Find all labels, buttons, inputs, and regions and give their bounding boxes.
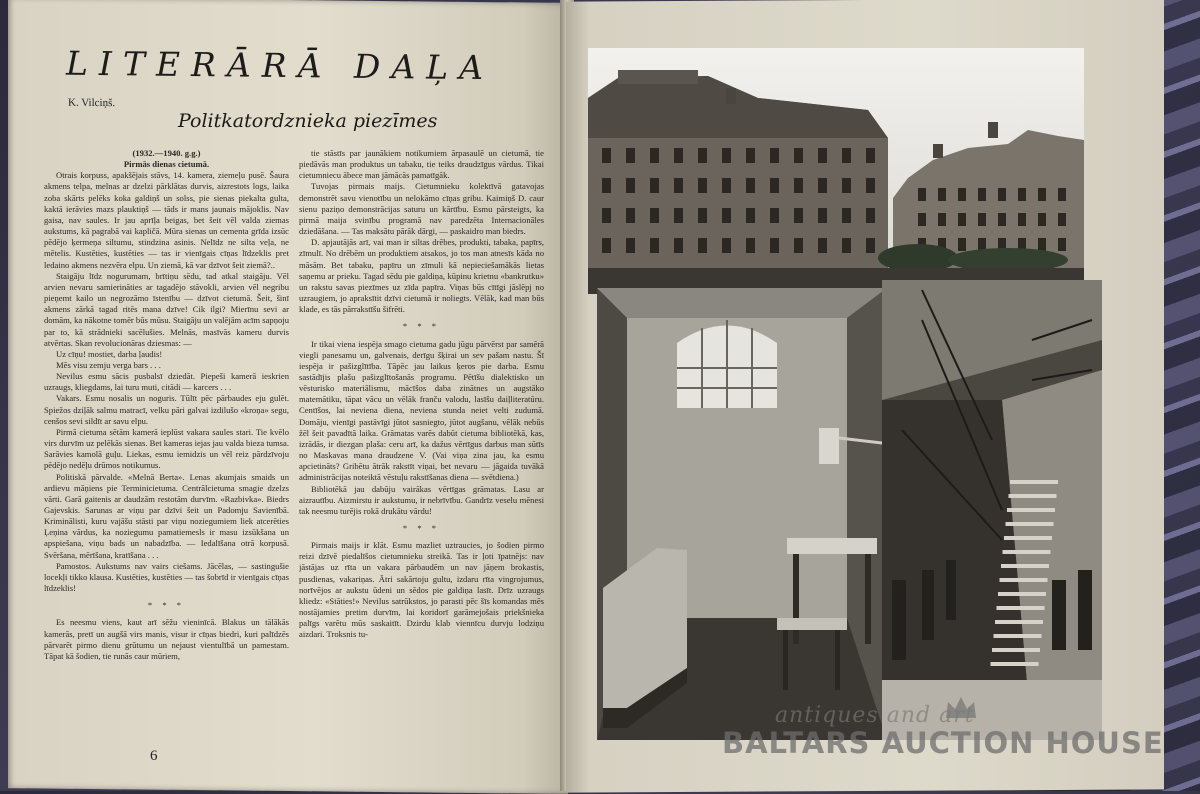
article-paragraph: Uz cīņu! mostiet, darba ļaudis! — [56, 348, 163, 359]
article-paragraph: Pamostos. Aukstums nav vairs ciešams. Jācēlas, — sastingušie locekļi tikko klausa. Kustēties, kustēties — tas šobrīd ir vienīgais cīņas līdzeklis! — [44, 560, 289, 594]
article-paragraph: tie stāstīs par jaunākiem notikumiem ārpasaulē un cietumā, tie piedāvās man produktus un tabaku, tie teiks draudzīgus vārdus. Tikai cietumniecu ābece man jāmācās pamatīgāk. — [299, 148, 544, 181]
prison-building-photo — [588, 48, 1084, 294]
article-paragraph: Bibliotēkā jau dabūju vairākas vērtīgas grāmatas. Lasu ar aizrautību. Aizmirstu ir aukstumu, ir nebrīvību. Gandrīz veselu mēnesi tak neesmu turējis rokā drukātu vārdu! — [299, 483, 544, 516]
article-paragraph: Vakars. Esmu nosalis un noguris. Tūlīt pēc pārbaudes eju gulēt. Spiežos dziļāk salmu matracī, velku pāri galvai izdilušo «kroņa» segu, cenšos sevi sildīt ar savu elpu. — [44, 393, 289, 426]
article-columns — [44, 148, 544, 758]
watermark-brand: BALTARS AUCTION HOUSE — [722, 726, 1164, 760]
article-paragraph: (1932.—1940. g.g.) — [132, 148, 201, 158]
article-paragraph: Pirmais maijs ir klāt. Esmu mazliet uztraucies, jo šodien pirmo reizi dzīvē piedalīšos cietumnieku streikā. Tas ir ļoti īpatnējs: nav jāstājas uz rīta un vakara pārbaudēm un nav jāņem brokastis, pusdienas, vakariņas. Ātri sakārtoju gultu, izdaru rīta vingrojumus, norīvējos ar aukstu ūdeni un sēdos pie galdiņa lasīt. Drīz uzraugs kliedz: «Stāties!» Nevilus satrūkstos, jo parasti pēc šīs komandas mēs nostājamies pretim durvīm, lai koridorī garāmejošais priekšnieka palīgs varētu mūs saskaitīt. Dzirdu klab viennīcu durvju lodziņu aizdari. Troksnis tu- — [299, 540, 544, 640]
text-column-1 — [44, 148, 289, 758]
section-divider: * * * — [402, 523, 441, 533]
article-paragraph: Otrais korpuss, apakšējais stāvs, 14. kamera, ziemeļu pusē. Šaura akmens telpa, melnas ar dzelzi pārklātas durvis, aizrestots logs, laika zoba skārts pelēks koka galdiņš un solss, pie sienas piekalta gulta, kaktā ierāvies mazs plauktiņš — tāds ir mans jaunais mājoklis. Nav gaisa, nav saules. Ir jau aprīļa beigas, bet šeit vēl valda ziemas aukstums, kā pagrabā vai kapličā. Mūra sienas un cementa grīda izsūc pēdējo ķermeņa siltumu, stindzina asinis. Nelīdz ne silta veļa, ne mētelis. Kustēties, kustēties — tas ir vienīgais cīņas līdzeklis pret ledaino akmens nezvēra elpu. Un ziemā, kā var dzīvot šeit ziemā?.. — [44, 170, 289, 270]
article-paragraph: Pirmās dienas cietumā. — [123, 159, 210, 170]
prison-cell-photo — [597, 288, 887, 740]
article-paragraph: Pirmā cietuma sētām kamerā ieplūst vakara saules stari. Tie kvēlo virs durvīm uz pelēkās sienas. Bet kameras iejas jau valda bieza tumsa. Sarāvies kamolā guļu. Liekas, esmu iemidzis un vēl reiz pārdzīvoju pēdējo nedēļu drūmos notikumus. — [44, 426, 289, 471]
prison-gallery-photo — [882, 280, 1102, 740]
watermark-tagline: antiques and art — [775, 703, 975, 728]
article-paragraph: Mēs visu zemju verga bars . . . — [56, 359, 161, 370]
section-heading: LITERĀRĀ DAĻA — [66, 43, 494, 88]
section-divider: * * * — [147, 600, 186, 611]
article-paragraph: D. apjautājās arī, vai man ir siltas drēbes, produkti, tabaka, papīrs, zīmulī. No drēbēm un produktiem atsakos, jo tos man atnesīs kāda no māsām. Bet tabaku, papīru un zīmuli kā nepieciešamākās lietas saņemu ar prieku. Tagad sēdu pie galdiņa, kūpinu krietnu «bankrutku» un rakstu savas piezīmes uz zīda papīra. Viņas būs cītīgi jāslēpj no uzraugiem, jo apraksītit dzīvi cietumā ir noliegts. Vēlāk, kad man būs klade, es tās pārrakstīšu šifrēti. — [299, 237, 544, 315]
text-column-2 — [299, 148, 544, 758]
article-paragraph: Nevilus esmu sācis pusbalsī dziedāt. Piepeši kamerā ieskrien uzraugs, kliegdams, lai turu muti, citādi — karcers . . . — [44, 371, 289, 393]
page-number: 6 — [150, 748, 158, 764]
author-name: K. Vilciņš. — [68, 96, 116, 110]
section-divider: * * * — [402, 321, 441, 332]
article-paragraph: Tuvojas pirmais maijs. Cietumnieku kolektīvā gatavojas demonstrēt savu vienotību un nelokāmo cīņas gribu. Kaimiņš D. caur sienu paziņo demonstrācijas saturu un kārtību. Esmu pārsteigts, ka pirmā maija svinību programā nav paredzēta Internacionāles dziedāšana. — Tas maksātu pārāk dārgi, — paskaidro man biedrs. — [299, 181, 544, 237]
article-title: Politkatordznieka piezīmes — [178, 110, 438, 132]
article-paragraph: Es neesmu viens, kaut arī sēžu vieninīcā. Blakus un tālākās kamerās, pretī un augšā virs manis, visur ir cīņas biedri, kuri palīdzēs pārvarēt pirmo dienu grūtumu un nejaust vientulībā un pamestam. Tāpat kā šodien, tie runās caur mūriem, — [44, 617, 289, 661]
article-paragraph: Politiskā pārvalde. «Melnā Berta». Lenas akumjais smaids un ardievu māņiens pie Terminicietuma. Centrālcietuma smagie dzelzs vārti. Garā gaitenis ar daudzām restotām durvīm. «Razbivka». Biedrs Gajevskis. Sarunas ar viņu par dzīvi šeit un Padomju Savienībā. Kriminālisti, kuru vajāšu stāsti par viņu noziegumiem liek atcerēties Ļeņina vārdus, ka noziegumu pamatiemesls ir masu izsūkšana un apspiešana, viņu bads un nabadzība. — Iedalīšana otrā korpusā. Svēršana, mērīšana, kratīšana . . . — [44, 471, 289, 560]
article-paragraph: Ir tikai viena iespēja smago cietuma gadu jūgu pārvērst par samērā viegli panesamu un, galvenais, derīgu šķirai un sev pašam nastu. Šī iespēja ir pašizglītība. Tāpēc jau laikus ķeros pie darba. Esmu sastādījis plašu pašizglītošanās programu. Pētīšu dialektisko un vēsturisko materiālismu, mācīšos daba zinātnes un augstāko matemātiku, tāpat vācu un vēlāk franču valodu, lasīšu daiļliteratūru. Centīšos, lai neviena diena, neviena stunda neiet velti zudumā. Domāju, vienīgi pastāvīgi jūtot sasniegto, jūtot augšanu, vēlāk nebūs žēl šeit pavadītā laika. Grāmatas varēs dabūt cietuma bibliotēkā, kas, izrādās, ir diezgan plaša: ceru arī, ka dažus vērtīgus darbus man sūtīs no Maskavas mana draudzene V. (Vai viņa zina jau, ka esmu apcietināts? Gribētu ātrāk rakstīt viņai, bet nevaru — jāgaida tuvākā administrācijas noteiktā vēstuļu rakstīšanas diena — svētdiena.) — [299, 338, 544, 483]
article-paragraph: Staigāju līdz nogurumam, brītiņu sēdu, tad atkal staigāju. Vēl arvien nevaru samierināties ar tagadējo stāvokli, arvien vēl negribu pieņemt kailo un negrozāmo īstenību — dzīvot cietumā. Šeit, šinī akmens zārkā tagad ritēs mana dzīve! Cik ilgi? Mierīnu sevi ar domām, ka nākotne tomēr būs mūsu. Staigāju un valējām acīm sapņoju par to, kā strādnieki sacēlušies. Melnās, masīvās kameru durvis atvērtas. Skan revolucionāras dziesmas: — — [44, 270, 289, 348]
